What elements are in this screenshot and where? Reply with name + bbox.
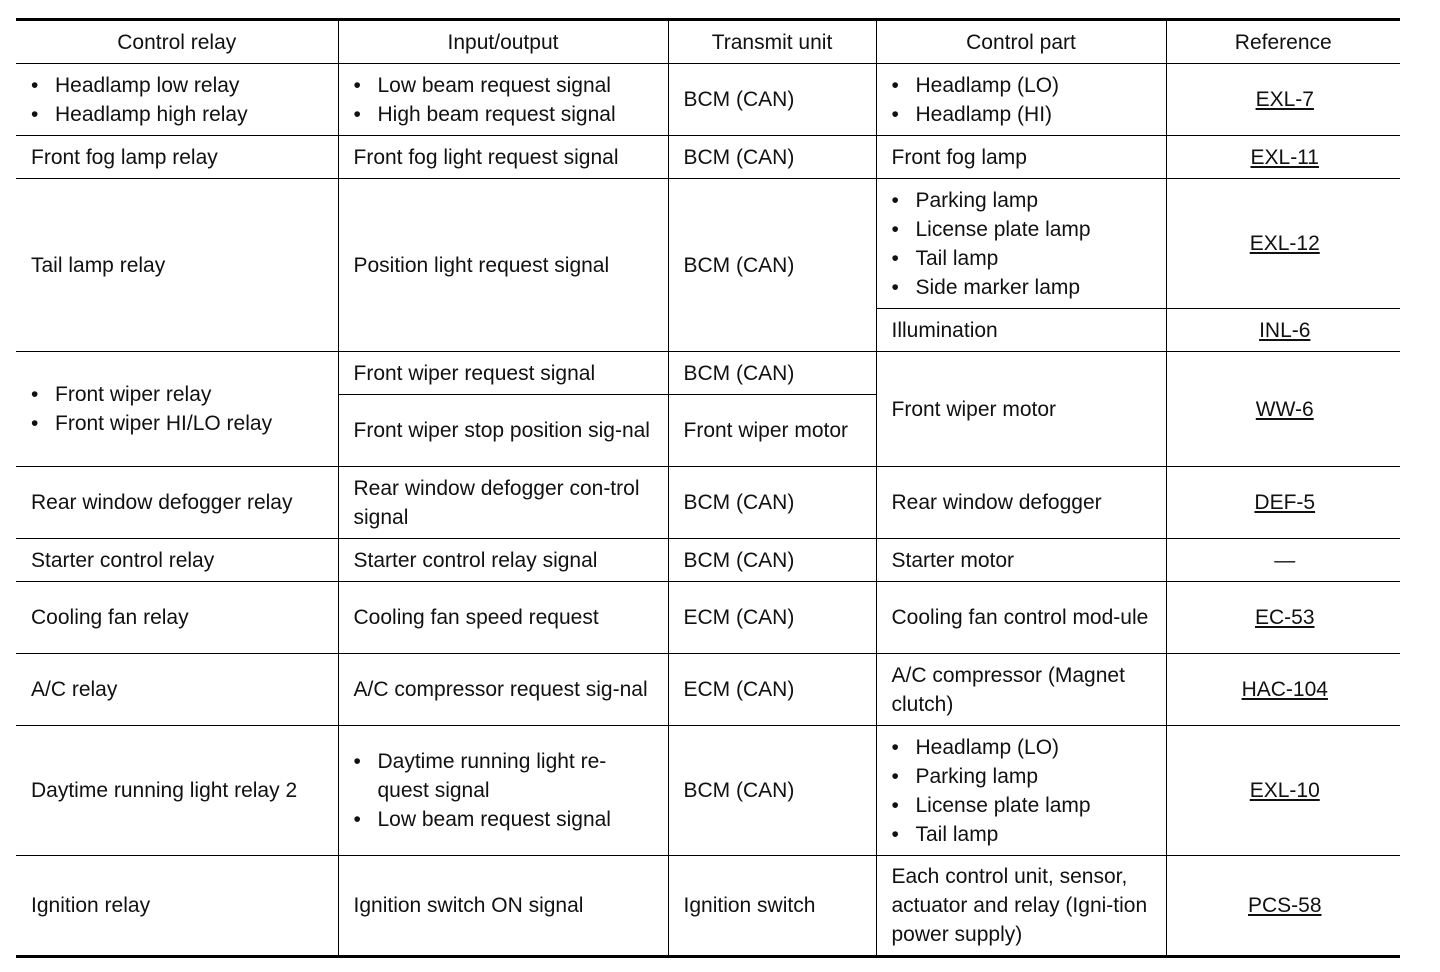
control-relay-cell: Front fog lamp relay [16,136,338,179]
reference-cell [1166,136,1400,179]
transmit-cell: BCM (CAN) [668,352,876,395]
header-reference: Reference [1166,20,1400,64]
bullet-list [354,71,656,129]
bullet-list [892,733,1154,849]
list-item: • Headlamp low relay [31,71,326,100]
transmit-cell: BCM (CAN) [668,726,876,856]
io-cell: Ignition switch ON signal [338,856,668,957]
relay-control-table [16,18,1400,958]
reference-cell [1166,856,1400,957]
io-cell: Cooling fan speed request [338,582,668,654]
io-cell: Starter control relay signal [338,539,668,582]
list-item: • License plate lamp [892,215,1154,244]
list-item: • High beam request signal [354,100,656,129]
control-part-cell: Starter motor [876,539,1166,582]
table-row [16,726,1400,856]
bullet-list [354,747,656,834]
control-part-cell [876,179,1166,309]
list-item: • Headlamp (LO) [892,733,1154,762]
control-part-cell: Rear window defogger [876,467,1166,539]
list-item: • Low beam request signal [354,71,656,100]
io-cell [338,726,668,856]
control-relay-cell: Cooling fan relay [16,582,338,654]
control-part-cell: Illumination [876,309,1166,352]
control-relay-cell: A/C relay [16,654,338,726]
control-relay-cell [16,64,338,136]
transmit-cell: BCM (CAN) [668,539,876,582]
io-cell: Front fog light request signal [338,136,668,179]
reference-cell [1166,726,1400,856]
transmit-cell: BCM (CAN) [668,136,876,179]
table-row [16,64,1400,136]
reference-link[interactable]: HAC-104 [1241,678,1328,701]
table-row [16,136,1400,179]
control-part-cell: A/C compressor (Magnet clutch) [876,654,1166,726]
list-item: • Headlamp (HI) [892,100,1154,129]
control-part-cell: Front wiper motor [876,352,1166,467]
bullet-list [31,380,326,438]
reference-dash: — [1274,548,1296,572]
list-item: • Headlamp (LO) [892,71,1154,100]
list-item: • Front wiper HI/LO relay [31,409,326,438]
control-relay-cell: Daytime running light relay 2 [16,726,338,856]
io-cell: Front wiper request signal [338,352,668,395]
list-item: • Tail lamp [892,820,1154,849]
transmit-cell: BCM (CAN) [668,64,876,136]
header-input-output: Input/output [338,20,668,64]
table-row [16,352,1400,395]
list-item: • Headlamp high relay [31,100,326,129]
reference-link[interactable]: WW-6 [1255,397,1314,421]
bullet-list [892,186,1154,302]
reference-link[interactable]: EXL-11 [1250,145,1319,169]
transmit-cell: ECM (CAN) [668,654,876,726]
control-relay-cell [16,352,338,467]
table-row [16,539,1400,582]
reference-link[interactable]: EXL-12 [1249,232,1320,255]
control-relay-cell: Starter control relay [16,539,338,582]
reference-cell [1166,467,1400,539]
header-control-relay: Control relay [16,20,338,64]
reference-link[interactable]: EXL-10 [1249,779,1320,802]
io-cell: Front wiper stop position sig-nal [338,395,668,467]
table-row [16,179,1400,309]
transmit-cell: BCM (CAN) [668,179,876,352]
list-item: • Daytime running light re-quest signal [354,747,656,805]
io-cell: Position light request signal [338,179,668,352]
reference-link[interactable]: INL-6 [1259,318,1311,342]
control-relay-cell: Ignition relay [16,856,338,957]
transmit-cell: Ignition switch [668,856,876,957]
io-cell [338,64,668,136]
reference-cell [1166,179,1400,309]
reference-link[interactable]: EC-53 [1254,606,1315,629]
table-row [16,856,1400,957]
bullet-list [31,71,326,129]
list-item: • Side marker lamp [892,273,1154,302]
reference-cell [1166,309,1400,352]
control-part-cell: Front fog lamp [876,136,1166,179]
control-relay-cell: Tail lamp relay [16,179,338,352]
reference-link[interactable]: EXL-7 [1255,88,1314,111]
reference-link[interactable]: PCS-58 [1247,894,1322,917]
control-relay-cell: Rear window defogger relay [16,467,338,539]
reference-cell [1166,654,1400,726]
reference-cell [1166,64,1400,136]
reference-cell [1166,352,1400,467]
bullet-list [892,71,1154,129]
io-cell: Rear window defogger con-trol signal [338,467,668,539]
table-row [16,654,1400,726]
transmit-cell: BCM (CAN) [668,467,876,539]
control-part-cell [876,64,1166,136]
reference-cell [1166,539,1400,582]
transmit-cell: ECM (CAN) [668,582,876,654]
list-item: • License plate lamp [892,791,1154,820]
reference-link[interactable]: DEF-5 [1254,491,1316,514]
list-item: • Parking lamp [892,186,1154,215]
control-part-cell [876,726,1166,856]
table-row [16,582,1400,654]
table-row [16,467,1400,539]
header-control-part: Control part [876,20,1166,64]
reference-cell [1166,582,1400,654]
header-transmit-unit: Transmit unit [668,20,876,64]
list-item: • Tail lamp [892,244,1154,273]
list-item: • Front wiper relay [31,380,326,409]
control-part-cell: Each control unit, sensor, actuator and relay (Igni-tion power supply) [876,856,1166,957]
header-row [16,20,1400,64]
list-item: • Low beam request signal [354,805,656,834]
control-part-cell: Cooling fan control mod-ule [876,582,1166,654]
io-cell: A/C compressor request sig-nal [338,654,668,726]
transmit-cell: Front wiper motor [668,395,876,467]
list-item: • Parking lamp [892,762,1154,791]
